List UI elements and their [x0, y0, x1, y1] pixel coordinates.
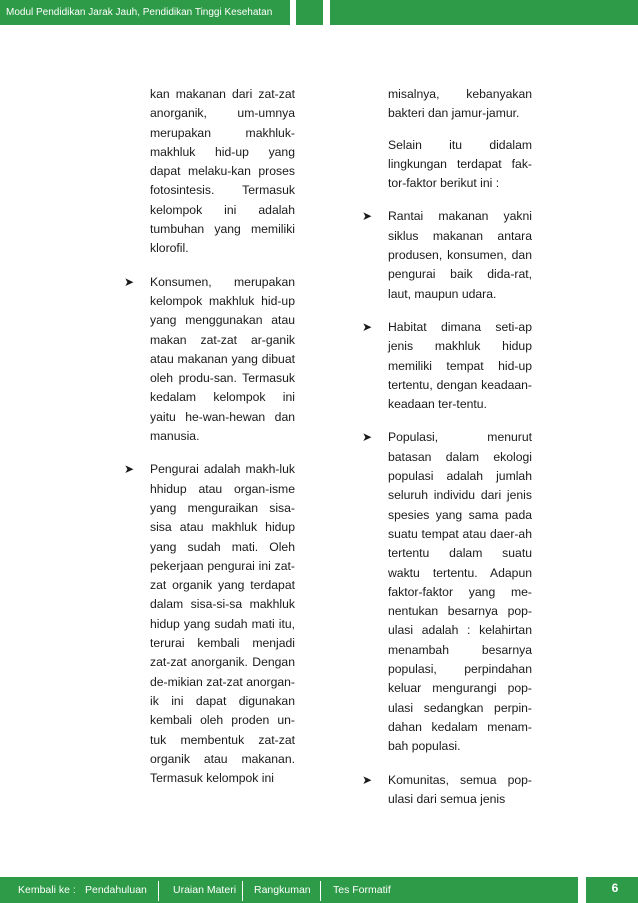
nav-divider — [158, 881, 159, 901]
nav-link-pendahuluan[interactable]: Pendahuluan — [85, 884, 147, 896]
list-item-text: Pengurai adalah makh-luk hhidup atau organ-isme yang menguraikan sisa-sisa atau makhluk hidup yang sudah mati. Oleh pekerjaan pengurai ini zat-zat organik yang terdapat dalam sisa-si-sa makhluk hidup yang sudah mati itu, terurai kembali menjadi zat-zat anorganik. Dengan de-mikian zat-zat anorgan-ik ini dapat digunakan kembali oleh proden un-tuk membentuk zat-zat organik atau makanan. Termasuk kelompok ini — [150, 462, 295, 786]
nav-link-uraian-materi[interactable]: Uraian Materi — [173, 884, 237, 896]
header-decor-block — [296, 0, 323, 25]
nav-link-rangkuman[interactable]: Rangkuman — [254, 884, 311, 896]
list-item-pengurai — [120, 460, 295, 788]
arrow-bullet-icon: ➤ — [123, 274, 135, 289]
back-to-label: Kembali ke : — [18, 884, 76, 896]
arrow-bullet-icon: ➤ — [361, 319, 373, 334]
list-item-konsumen — [120, 273, 295, 447]
footer-nav-bar — [0, 877, 578, 903]
list-item-populasi — [358, 428, 532, 756]
right-column — [358, 85, 532, 809]
list-item-rantai-makanan — [358, 207, 532, 303]
arrow-bullet-icon: ➤ — [361, 209, 373, 224]
nav-divider — [320, 881, 321, 901]
page-number: 6 — [586, 877, 638, 903]
header-decor-bar — [330, 0, 638, 25]
paragraph-faktor-intro: Selain itu didalam lingkungan terdapat fak-tor-faktor berikut ini : — [388, 137, 532, 191]
paragraph-produsen-cont: kan makanan dari zat-zat anorganik, um-umnya merupakan makhluk-makhluk hid-up yang dapat melaku-kan proses fotosintesis. Termasuk kelompok ini adalah tumbuhan yang memiliki klorofil. — [150, 87, 295, 256]
arrow-bullet-icon: ➤ — [361, 772, 373, 787]
list-item-text: Habitat dimana seti-ap jenis makhluk hidup memiliki tempat hid-up tertentu, dengan keadaan-keadaan ter-tentu. — [388, 319, 532, 412]
list-item-text: Konsumen, merupakan kelompok makhluk hid-up yang menggunakan atau makan zat-zat ar-ganik atau makanan yang dibuat oleh produ-san. Termasuk kedalam kelompok ini yaitu he-wan-hewan dan manusia. — [150, 274, 295, 444]
list-item-text: Komunitas, semua pop-ulasi dari semua jenis — [388, 772, 532, 806]
arrow-bullet-icon: ➤ — [123, 462, 135, 477]
list-item-komunitas — [358, 771, 532, 810]
nav-link-tes-formatif[interactable]: Tes Formatif — [333, 884, 391, 896]
left-column — [120, 85, 295, 788]
module-header-title: Modul Pendidikan Jarak Jauh, Pendidikan Tinggi Kesehatan — [0, 0, 290, 25]
nav-divider — [242, 881, 243, 901]
list-item-text: Rantai makanan yakni siklus makanan antara produsen, konsumen, dan pengurai baik dida-rat, laut, maupun udara. — [388, 209, 532, 301]
list-item-text: Populasi, menurut batasan dalam ekologi populasi adalah jumlah seluruh individu dari jenis spesies yang sama pada suatu tempat atau daer-ah tertentu dalam suatu waktu tertentu. Adapun faktor-faktor yang me-nentukan besarnya pop-ulasi adalah : kelahirtan menambah besarnya populasi, perpindahan keluar mengurangi pop-ulasi sedangkan perpin-dahan kedalam menam-bah populasi. — [388, 430, 532, 754]
list-item-habitat — [358, 318, 532, 414]
paragraph-pengurai-cont: misalnya, kebanyakan bakteri dan jamur-jamur. — [388, 87, 532, 121]
arrow-bullet-icon: ➤ — [361, 430, 373, 445]
